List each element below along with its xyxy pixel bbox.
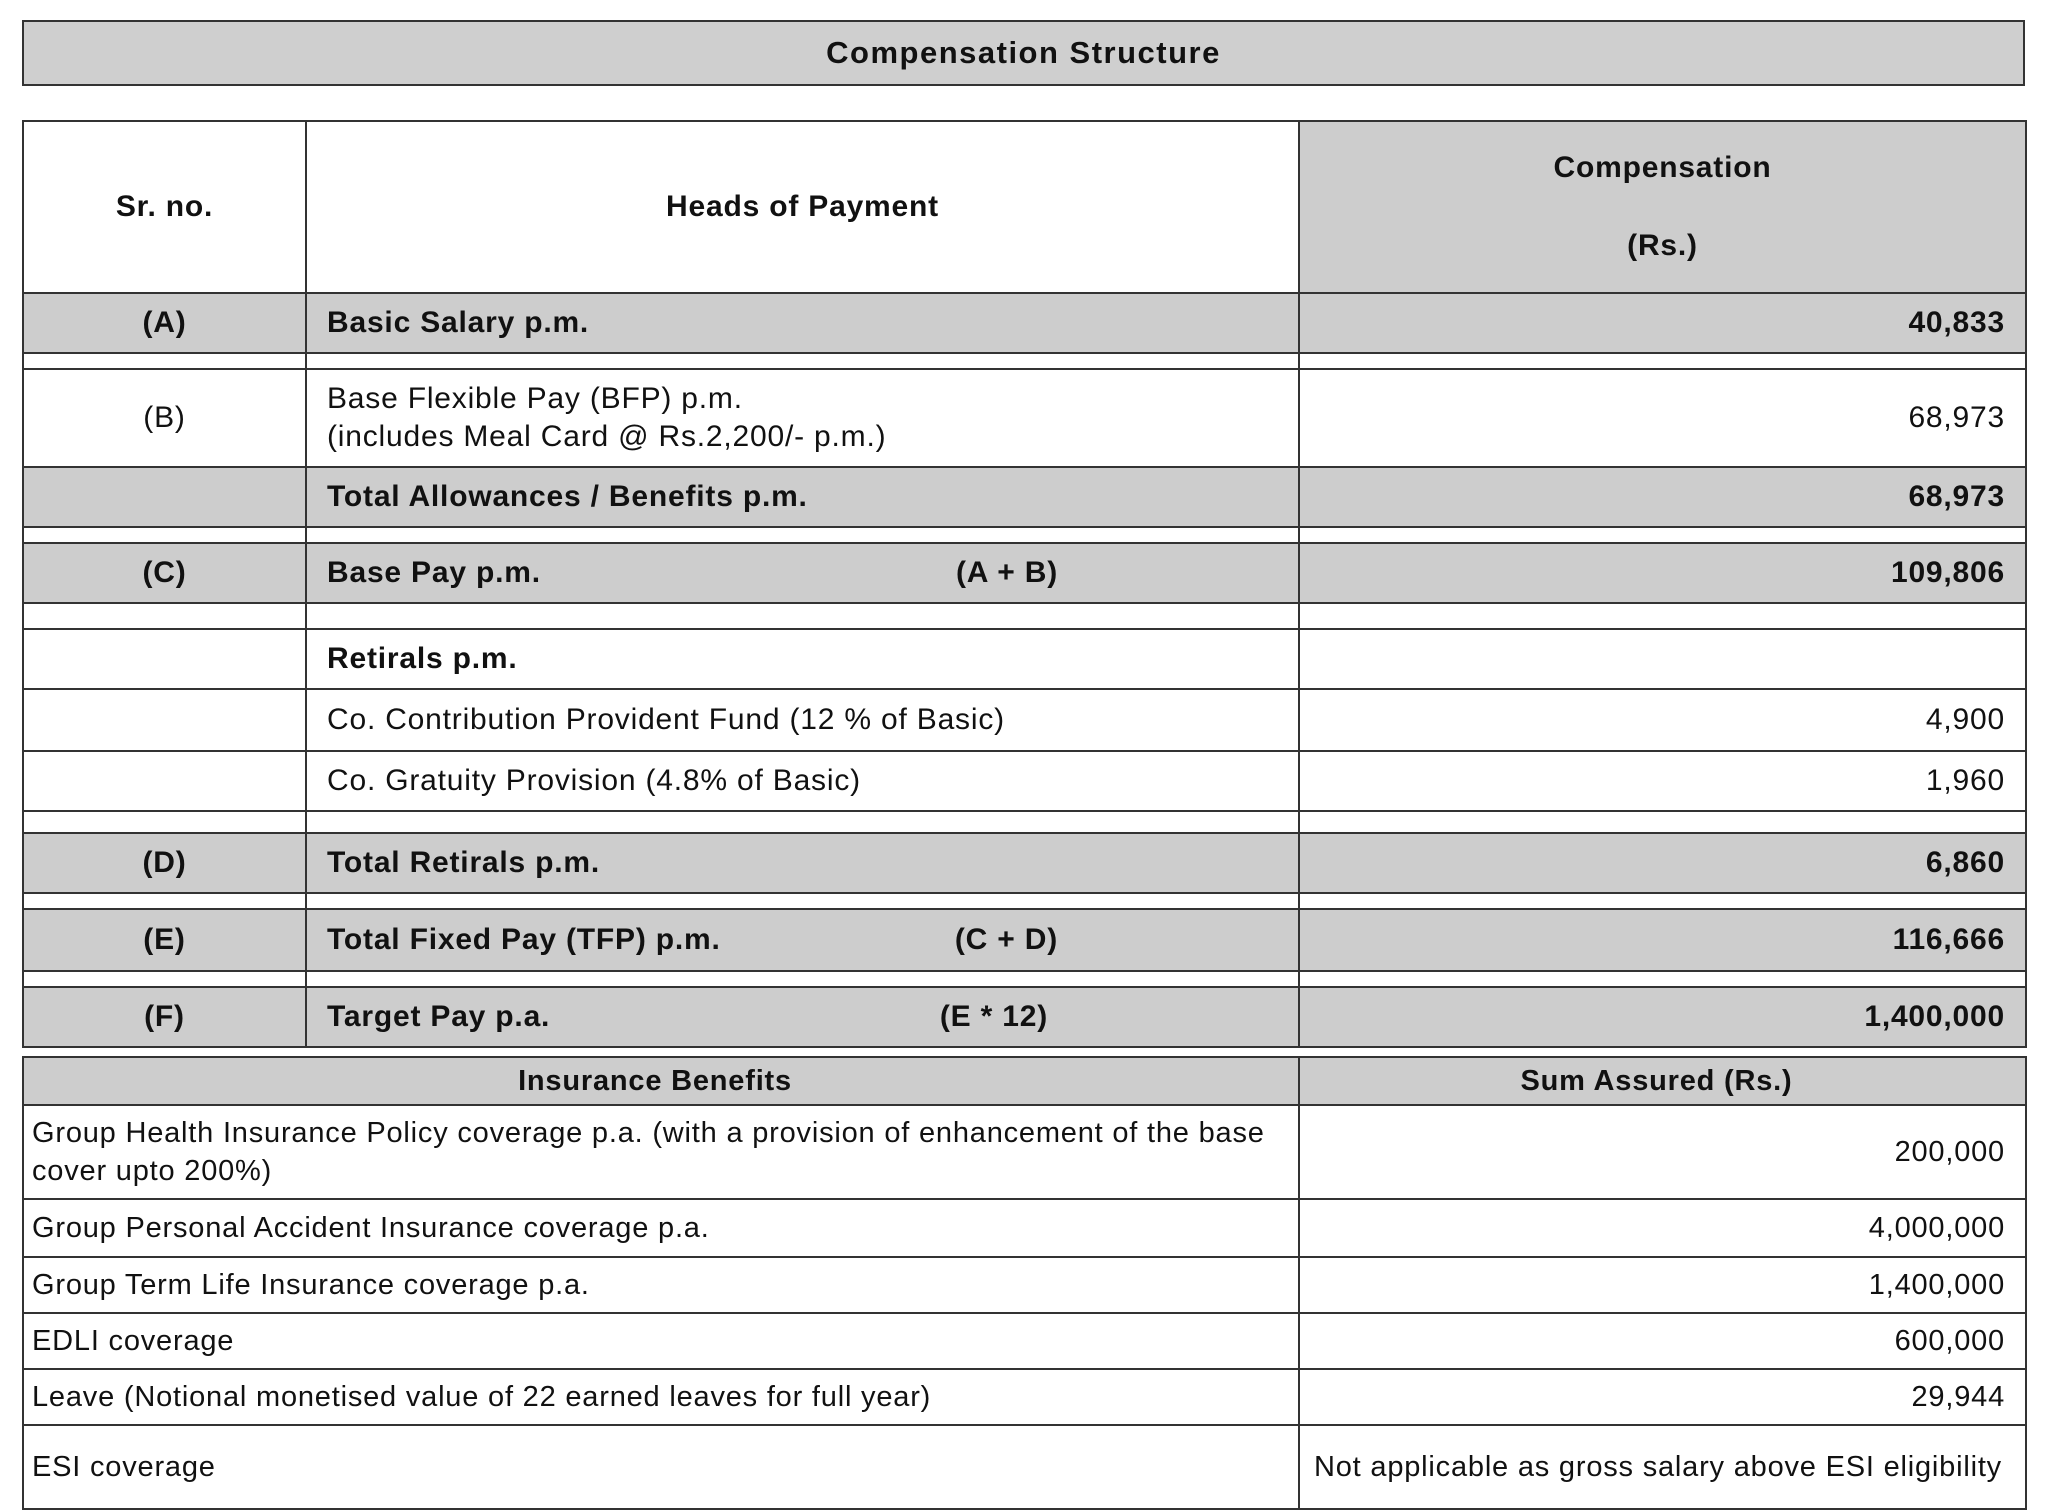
head-cell: Total Allowances / Benefits p.m.	[306, 467, 1299, 527]
compensation-table	[22, 120, 2027, 1048]
value-cell: 40,833	[1299, 293, 2026, 353]
row-target-pay	[23, 987, 2026, 1047]
insurance-row	[23, 1425, 2026, 1509]
header-compensation-unit: (Rs.)	[1627, 229, 1698, 262]
header-heads-of-payment: Heads of Payment	[306, 121, 1299, 293]
sum-assured-header: Sum Assured (Rs.)	[1299, 1057, 2026, 1105]
head-label: Base Pay p.m.	[327, 556, 541, 589]
insurance-row	[23, 1257, 2026, 1313]
sr-cell	[23, 467, 306, 527]
value-cell: 116,666	[1299, 909, 2026, 971]
insurance-row	[23, 1199, 2026, 1257]
insurance-row	[23, 1369, 2026, 1425]
row-base-flexible-pay	[23, 369, 2026, 467]
header-compensation-label: Compensation	[1553, 151, 1772, 184]
row-basic-salary	[23, 293, 2026, 353]
header-compensation	[1299, 121, 2026, 293]
value-cell: 1,400,000	[1299, 987, 2026, 1047]
value-cell: 1,960	[1299, 751, 2026, 811]
head-cell	[306, 909, 1299, 971]
sr-cell	[23, 751, 306, 811]
insurance-table	[22, 1056, 2027, 1510]
insurance-label: EDLI coverage	[23, 1313, 1299, 1369]
head-cell: Basic Salary p.m.	[306, 293, 1299, 353]
insurance-label: ESI coverage	[23, 1425, 1299, 1509]
row-provident-fund	[23, 689, 2026, 751]
value-cell: 6,860	[1299, 833, 2026, 893]
insurance-value: 600,000	[1299, 1313, 2026, 1369]
value-cell: 68,973	[1299, 369, 2026, 467]
insurance-label: Group Health Insurance Policy coverage p.a. (with a provision of enhancement of the base cover upto 200%)	[23, 1105, 1299, 1199]
sr-cell	[23, 629, 306, 689]
sr-cell: (E)	[23, 909, 306, 971]
row-total-fixed-pay	[23, 909, 2026, 971]
row-total-retirals	[23, 833, 2026, 893]
head-cell	[306, 543, 1299, 603]
row-retirals-heading	[23, 629, 2026, 689]
sr-cell: (A)	[23, 293, 306, 353]
row-base-pay	[23, 543, 2026, 603]
value-cell: 68,973	[1299, 467, 2026, 527]
head-label: Total Fixed Pay (TFP) p.m.	[327, 923, 721, 956]
insurance-value: 1,400,000	[1299, 1257, 2026, 1313]
row-total-allowances	[23, 467, 2026, 527]
head-cell: Co. Contribution Provident Fund (12 % of Basic)	[306, 689, 1299, 751]
sr-cell: (F)	[23, 987, 306, 1047]
insurance-value: 200,000	[1299, 1105, 2026, 1199]
insurance-value: 29,944	[1299, 1369, 2026, 1425]
row-gratuity	[23, 751, 2026, 811]
sr-cell: (B)	[23, 369, 306, 467]
sr-cell	[23, 689, 306, 751]
insurance-header-row	[23, 1057, 2026, 1105]
insurance-row	[23, 1313, 2026, 1369]
head-cell: Retirals p.m.	[306, 629, 1299, 689]
formula-label: (A + B)	[956, 556, 1058, 589]
value-cell	[1299, 629, 2026, 689]
insurance-header-label: Insurance Benefits	[23, 1057, 1299, 1105]
table-header-row	[23, 121, 2026, 293]
head-line-2: (includes Meal Card @ Rs.2,200/- p.m.)	[327, 420, 887, 453]
formula-label: (C + D)	[954, 923, 1058, 956]
head-label: Target Pay p.a.	[327, 1000, 551, 1033]
head-cell	[306, 369, 1299, 467]
head-line-1: Base Flexible Pay (BFP) p.m.	[327, 382, 743, 415]
insurance-label: Leave (Notional monetised value of 22 earned leaves for full year)	[23, 1369, 1299, 1425]
insurance-label: Group Personal Accident Insurance coverage p.a.	[23, 1199, 1299, 1257]
insurance-row	[23, 1105, 2026, 1199]
sr-cell: (D)	[23, 833, 306, 893]
page-title: Compensation Structure	[22, 20, 2025, 86]
head-cell: Total Retirals p.m.	[306, 833, 1299, 893]
insurance-value: 4,000,000	[1299, 1199, 2026, 1257]
insurance-value: Not applicable as gross salary above ESI eligibility	[1299, 1425, 2026, 1509]
formula-label: (E * 12)	[939, 1000, 1048, 1033]
header-sr-no: Sr. no.	[23, 121, 306, 293]
insurance-label: Group Term Life Insurance coverage p.a.	[23, 1257, 1299, 1313]
value-cell: 109,806	[1299, 543, 2026, 603]
head-cell	[306, 987, 1299, 1047]
head-cell: Co. Gratuity Provision (4.8% of Basic)	[306, 751, 1299, 811]
value-cell: 4,900	[1299, 689, 2026, 751]
sr-cell: (C)	[23, 543, 306, 603]
